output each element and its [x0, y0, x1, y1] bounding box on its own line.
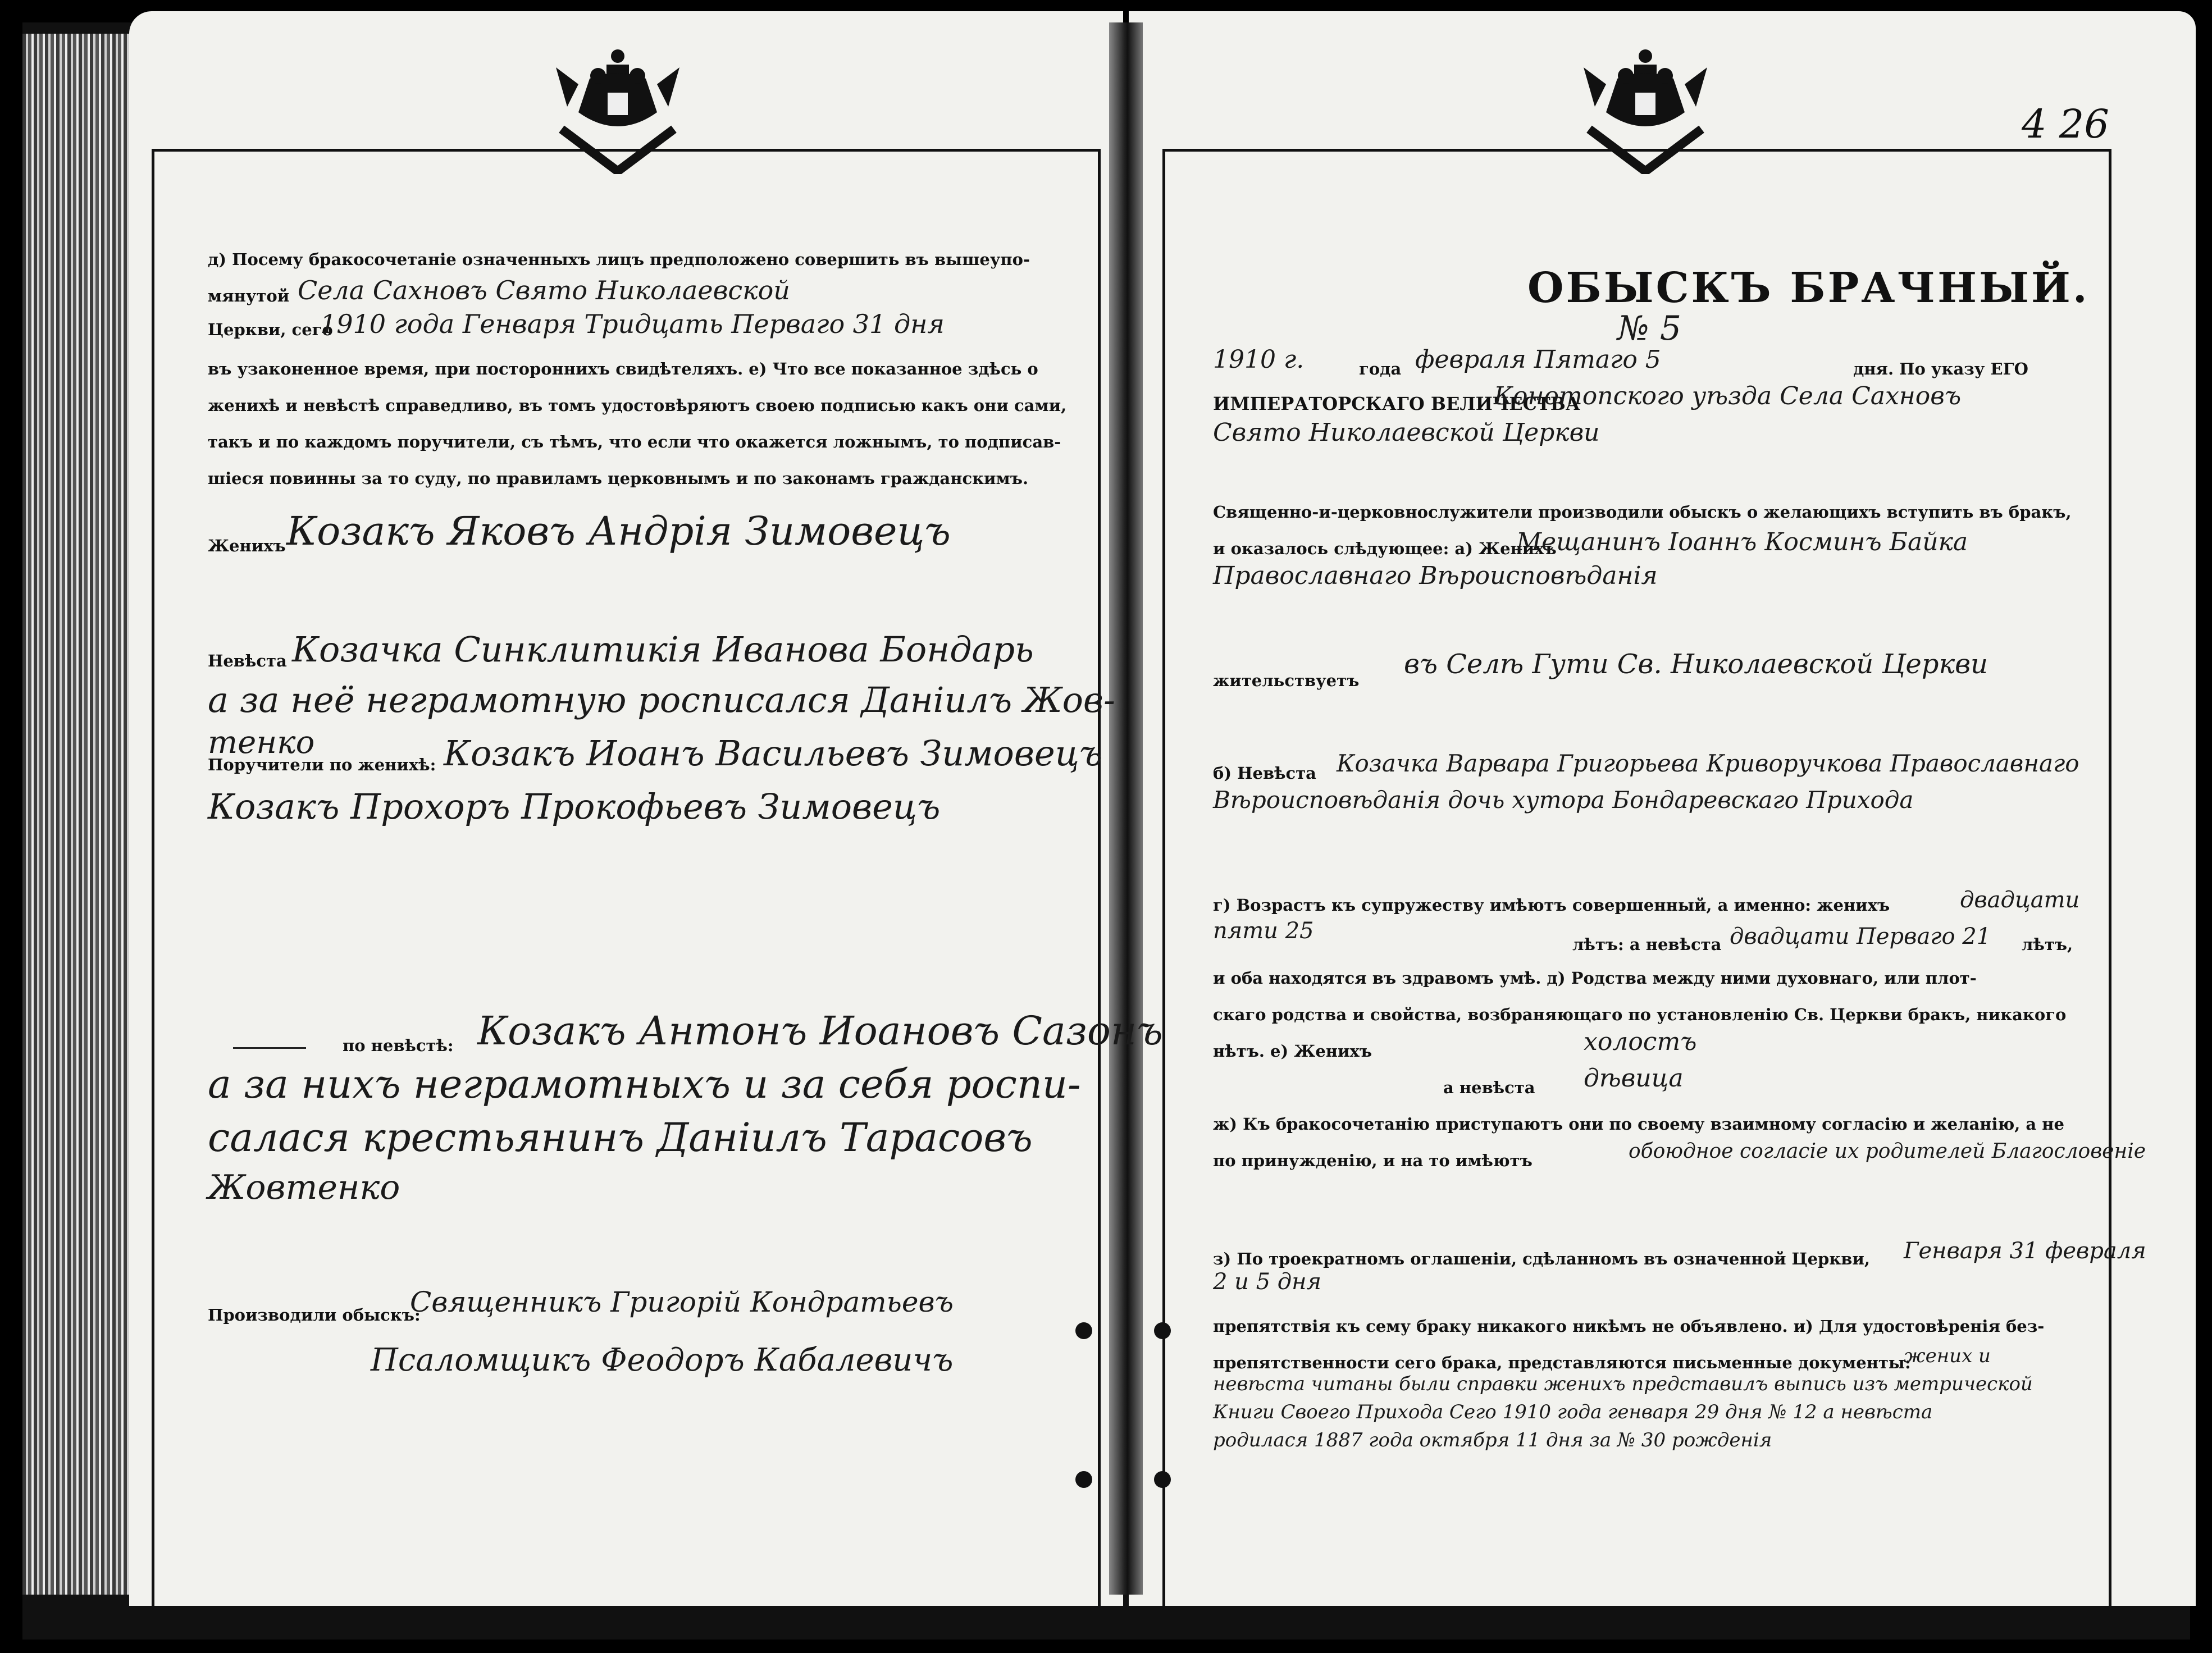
groom-name: Мещанинъ Іоаннъ Косминъ Байка	[1516, 528, 1968, 556]
groom-guarantors-label: Поручители по женихѣ:	[208, 755, 436, 774]
page-number: 4 26	[2022, 101, 2109, 147]
bride-guarantor-line: Жовтенко	[208, 1168, 400, 1207]
bride-age-label: лѣтъ: а невѣста	[1572, 935, 1722, 954]
groom-residence: въ Селѣ Гути Св. Николаевской Церкви	[1404, 649, 1988, 680]
handwritten-district: Конотопского уѣзда Села Сахновъ	[1494, 382, 1962, 410]
record-number: № 5	[1617, 309, 1682, 348]
banns-line: з) По троекратномъ оглашеніи, сдѣланномъ въ означенной Церкви,	[1213, 1249, 1871, 1268]
groom-guarantor: Козакъ Иоанъ Васильевъ Зимовецъ	[444, 733, 1103, 774]
bride-status-label: а невѣста	[1443, 1078, 1535, 1097]
right-line: препятствія къ сему браку никакого никѣмъ не объявлено. и) Для удостовѣренія без-	[1213, 1317, 2045, 1336]
year-label: года	[1359, 359, 1402, 378]
groom-age: пяти 25	[1213, 918, 1314, 944]
years-label: лѣтъ,	[2022, 935, 2073, 954]
priest-signature: Священникъ Григорій Кондратьевъ	[410, 1286, 954, 1318]
right-line: Священно-и-церковнослужители производили обыскъ о желающихъ вступить въ бракъ,	[1213, 503, 2072, 522]
bride-guarantors-label: по невѣстѣ:	[343, 1036, 454, 1055]
document-title: ОБЫСКЪ БРАЧНЫЙ.	[1527, 264, 2090, 312]
bride-origin: Вѣроисповѣданія дочь хутора Бондаревскаго Прихода	[1213, 786, 1914, 814]
right-line: скаго родства и свойства, возбраняющаго по установленію Св. Церкви бракъ, никакого	[1213, 1005, 2067, 1024]
left-para-e-line: такъ и по каждомъ поручители, съ тѣмъ, что если что окажется ложнымъ, то подписав-	[208, 432, 1061, 451]
consent-note: обоюдное согласіе их родителей Благословеніе	[1629, 1140, 2146, 1163]
left-para-e-line: шіеся повинны за то суду, по правиламъ церковнымъ и по законамъ гражданскимъ.	[208, 469, 1029, 488]
documents-note: родилася 1887 года октября 11 дня за № 30 рожденія	[1213, 1429, 1772, 1451]
consent-label: по принужденію, и на то имѣютъ	[1213, 1151, 1533, 1170]
bride-signature-line: а за неё неграмотную росписался Даніилъ Жов-	[208, 679, 1115, 720]
right-line: и оба находятся въ здравомъ умѣ. д) Родства между ними духовнаго, или плот-	[1213, 969, 1977, 988]
binding-hole	[1075, 1471, 1092, 1488]
bride-status: дѣвица	[1584, 1064, 1684, 1093]
handwritten-church: Свято Николаевской Церкви	[1213, 418, 1600, 447]
bride-signature-line: тенко	[208, 724, 315, 761]
left-para-d-line: мянутой	[208, 286, 290, 305]
book-page-edges	[22, 34, 135, 1595]
documents-note: невѣста читаны были справки женихъ представилъ выпись изъ метрической	[1213, 1373, 2033, 1395]
handwritten-church: Села Сахновъ Свято Николаевской	[298, 275, 790, 305]
binding-hole	[1154, 1322, 1171, 1339]
documents-note: Книги Своего Прихода Сего 1910 года генваря 29 дня № 12 а невѣста	[1213, 1401, 1933, 1423]
groom-label: и оказалось слѣдующее: а) Женихъ	[1213, 539, 1557, 558]
conducted-by-label: Производили обыскъ:	[208, 1305, 421, 1325]
groom-label: Женихъ	[208, 536, 286, 555]
blank-dash	[233, 1047, 306, 1049]
groom-status-label: нѣтъ. е) Женихъ	[1213, 1042, 1372, 1061]
groom-signature: Козакъ Яковъ Андрія Зимовецъ	[286, 508, 951, 554]
banns-dates: Генваря 31 февраля	[1904, 1238, 2146, 1264]
binding-hole	[1075, 1322, 1092, 1339]
psalmist-signature: Псаломщикъ Феодоръ Кабалевичъ	[371, 1342, 954, 1378]
left-para-d-line: д) Посему бракосочетаніе означенныхъ лицъ предположено совершить въ вышеупо-	[208, 250, 1030, 269]
bride-age: двадцати Перваго 21	[1730, 924, 1991, 949]
bride-guarantor-line: а за нихъ неграмотныхъ и за себя роспи-	[208, 1061, 1081, 1107]
documents-label: препятственности сего брака, представляются письменные документы:	[1213, 1353, 1911, 1372]
groom-status: холостъ	[1584, 1028, 1697, 1056]
groom-religion: Православнаго Вѣроисповѣданія	[1213, 561, 1658, 590]
left-para-e-line: въ узаконенное время, при постороннихъ свидѣтеляхъ. е) Что все показанное здѣсь о	[208, 359, 1038, 378]
double-headed-eagle-icon	[545, 45, 691, 174]
handwritten-year: 1910 г.	[1213, 345, 1305, 374]
bride-guarantor: Козакъ Антонъ Иоановъ Сазонъ	[477, 1008, 1163, 1054]
bride-signature: Козачка Синклитикія Иванова Бондарь	[292, 629, 1034, 670]
handwritten-date: 1910 года Генваря Тридцать Перваго 31 дня	[320, 309, 945, 339]
handwritten-date: февраля Пятаго 5	[1415, 345, 1661, 374]
day-label: дня. По указу ЕГО	[1853, 359, 2028, 378]
book-gutter	[1109, 22, 1143, 1595]
groom-age-words: двадцати	[1960, 887, 2080, 913]
binding-hole	[1154, 1471, 1171, 1488]
groom-guarantor: Козакъ Прохоръ Прокофьевъ Зимовецъ	[208, 786, 941, 827]
banns-days: 2 и 5 дня	[1213, 1269, 1321, 1295]
imperial-majesty: ИМПЕРАТОРСКАГО ВЕЛИЧЕСТВА	[1213, 393, 1580, 414]
left-para-d-line: Церкви, сего	[208, 320, 333, 339]
bride-guarantor-line: салася крестьянинъ Даніилъ Тарасовъ	[208, 1115, 1033, 1161]
double-headed-eagle-icon	[1572, 45, 1718, 174]
right-line: ж) Къ бракосочетанію приступаютъ они по своему взаимному согласію и желанію, а не	[1213, 1115, 2064, 1134]
documents-note: жених и	[1904, 1345, 1991, 1367]
bride-label: Невѣста	[208, 651, 287, 670]
residence-label: жительствуетъ	[1213, 671, 1360, 690]
age-line: г) Возрастъ къ супружеству имѣютъ совершенный, а именно: женихъ	[1213, 896, 1890, 915]
bride-label: б) Невѣста	[1213, 764, 1316, 783]
left-para-e-line: женихѣ и невѣстѣ справедливо, въ томъ удостовѣряютъ своею подписью какъ они сами,	[208, 396, 1067, 415]
bride-name: Козачка Варвара Григорьева Криворучкова Православнаго	[1337, 750, 2079, 777]
